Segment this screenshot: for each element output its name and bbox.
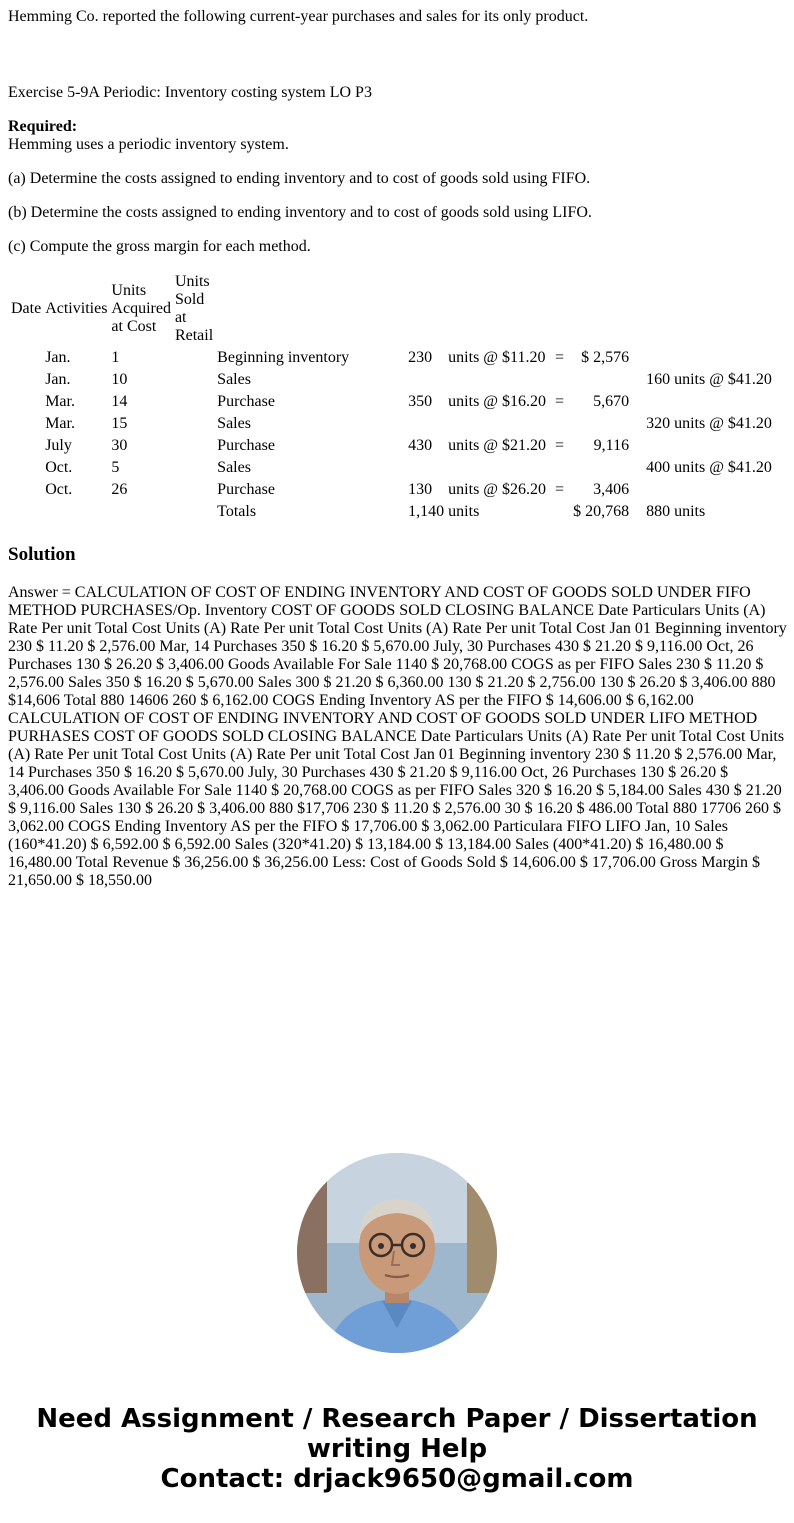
table-row <box>10 370 773 390</box>
cell-total: $ 2,576 <box>581 349 630 366</box>
cell-acq-price <box>482 458 547 478</box>
cell-activity: Sales <box>217 459 251 476</box>
cell-sold-units: 400 <box>646 459 671 476</box>
cell-day <box>110 502 172 522</box>
cell-sold-units: 160 <box>646 371 671 388</box>
document <box>8 0 788 890</box>
inventory-table <box>8 270 775 524</box>
header-units-acquired-text: Units Acquired at Cost <box>111 282 171 335</box>
header-units-sold-text: Units Sold at Retail <box>174 273 214 344</box>
cell-acq-units: 430 <box>408 437 433 454</box>
header-spacer <box>447 272 480 346</box>
header-spacer <box>708 272 773 346</box>
cell-sold-price <box>708 348 773 368</box>
cell-sold-unit-word <box>673 480 706 500</box>
cell-sold-units: 880 <box>646 503 671 520</box>
cell-sold-price <box>708 502 773 522</box>
solution-heading: Solution <box>8 544 76 565</box>
cell-eq: = <box>555 393 565 410</box>
cell-sold-units: 320 <box>646 415 671 432</box>
header-units-sold <box>174 272 214 346</box>
cell-activity: Sales <box>217 415 251 432</box>
cell-total: 3,406 <box>593 481 630 498</box>
table-header-row <box>10 272 773 346</box>
author-photo-illustration <box>297 1153 497 1353</box>
cell-month: Oct. <box>45 459 73 476</box>
cell-total <box>572 370 630 390</box>
cell-acq-unit-word <box>447 414 480 434</box>
cell-sold-price <box>708 436 773 456</box>
header-spacer <box>216 272 394 346</box>
header-spacer <box>482 272 547 346</box>
cell-sold-price: @ $41.20 <box>709 459 772 476</box>
part-c: (c) Compute the gross margin for each method. <box>8 238 311 255</box>
required-label: Required: <box>8 118 78 135</box>
cell-activity: Sales <box>217 371 251 388</box>
cell-total <box>572 458 630 478</box>
header-units-acquired <box>110 272 172 346</box>
table-row <box>10 414 773 434</box>
cell-month: Oct. <box>45 481 73 498</box>
table-row-totals <box>10 502 773 522</box>
exercise-title: Exercise 5-9A Periodic: Inventory costing system LO P3 <box>8 84 372 101</box>
cell-sold-units <box>632 348 671 368</box>
cell-acq-unit-word: units <box>448 349 480 366</box>
cell-day: 14 <box>111 393 128 410</box>
cell-acq-price <box>482 370 547 390</box>
header-date: Date <box>11 300 42 317</box>
banner-line-1: Need Assignment / Research Paper / Dissertation <box>36 1404 758 1434</box>
header-activities: Activities <box>45 300 108 317</box>
author-photo <box>297 1153 497 1353</box>
intro-text: Hemming Co. reported the following current-year purchases and sales for its only product. <box>8 8 589 25</box>
cell-sold-price <box>708 392 773 412</box>
cell-acq-price: @ $26.20 <box>483 481 547 498</box>
cell-day: 15 <box>111 415 128 432</box>
table-row <box>10 436 773 456</box>
cell-acq-units <box>396 370 445 390</box>
table-row <box>10 348 773 368</box>
cell-sold-unit-word <box>673 348 706 368</box>
header-spacer <box>549 272 570 346</box>
cell-acq-unit-word <box>447 458 480 478</box>
cell-sold-price: @ $41.20 <box>709 415 772 432</box>
cell-activity: Purchase <box>217 393 275 410</box>
cell-sold-unit-word <box>673 392 706 412</box>
cell-activity: Purchase <box>217 481 275 498</box>
cell-eq: = <box>555 349 565 366</box>
table-row <box>10 480 773 500</box>
cell-day: 30 <box>111 437 128 454</box>
cell-month: July <box>45 437 72 454</box>
cell-day: 26 <box>111 481 128 498</box>
cell-acq-units: 350 <box>408 393 433 410</box>
cell-day: 10 <box>111 371 128 388</box>
cell-acq-units: 1,140 <box>408 503 445 520</box>
cell-activity: Totals <box>217 503 257 520</box>
cell-total: $ 20,768 <box>573 503 630 520</box>
help-banner <box>0 1404 794 1494</box>
table-row <box>10 392 773 412</box>
cell-eq <box>549 414 570 434</box>
cell-acq-units <box>396 458 445 478</box>
header-spacer <box>673 272 706 346</box>
cell-month: Jan. <box>45 349 71 366</box>
cell-acq-unit-word <box>447 370 480 390</box>
table-row <box>10 458 773 478</box>
part-b: (b) Determine the costs assigned to ending inventory and to cost of goods sold using LIFO. <box>8 204 592 221</box>
cell-acq-price: @ $11.20 <box>483 349 546 366</box>
cell-acq-units: 130 <box>408 481 433 498</box>
cell-acq-units <box>396 414 445 434</box>
cell-sold-unit-word: units <box>674 371 706 388</box>
cell-sold-price: @ $41.20 <box>709 371 772 388</box>
banner-contact: Contact: drjack9650@gmail.com <box>160 1464 634 1494</box>
cell-total: 5,670 <box>593 393 630 410</box>
answer-text: Answer = CALCULATION OF COST OF ENDING INVENTORY AND COST OF GOODS SOLD UNDER FIFO METHOD PURCHASES/Op. Inventory COST OF GOODS SOLD CLOSING BALANCE Date Particulars Units (A) Rate Per unit Total Cost Units (A) Rate Per unit Total Cost Units (A) Rate Per unit Total Cost Jan 01 Beginning inventory 230 $ 11.20 $ 2,576.00 Mar, 14 Purchases 350 $ 16.20 $ 5,670.00 July, 30 Purchases 430 $ 21.20 $ 9,116.00 Oct, 26 Purchases 130 $ 26.20 $ 3,406.00 Goods Available For Sale 1140 $ 20,768.00 COGS as per FIFO Sales 230 $ 11.20 $ 2,576.00 Sales 350 $ 16.20 $ 5,670.00 Sales 300 $ 21.20 $ 6,360.00 130 $ 21.20 $ 2,756.00 130 $ 26.20 $ 3,406.00 880 $14,606 Total 880 14606 260 $ 6,162.00 COGS Ending Inventory AS per the FIFO $ 14,606.00 $ 6,162.00 CALCULATION OF COST OF ENDING INVENTORY AND COST OF GOODS SOLD UNDER LIFO METHOD PURHASES COST OF GOODS SOLD CLOSING BALANCE Date Particulars Units (A) Rate Per unit Total Cost Units (A) Rate Per unit Total Cost Units (A) Rate Per unit Total Cost Jan 01 Beginning inventory 230 $ 11.20 $ 2,576.00 Mar, 14 Purchases 350 $ 16.20 $ 5,670.00 July, 30 Purchases 430 $ 21.20 $ 9,116.00 Oct, 26 Purchases 130 $ 26.20 $ 3,406.00 Goods Available For Sale 1140 $ 20,768.00 COGS as per FIFO Sales 320 $ 16.20 $ 5,184.00 Sales 430 $ 21.20 $ 9,116.00 Sales 130 $ 26.20 $ 3,406.00 880 $17,706 230 $ 11.20 $ 2,576.00 30 $ 16.20 $ 486.00 Total 880 17706 260 $ 3,062.00 COGS Ending Inventory AS per the FIFO $ 17,706.00 $ 3,062.00 Particulara FIFO LIFO Jan, 10 Sales (160*41.20) $ 6,592.00 $ 6,592.00 Sales (320*41.20) $ 13,184.00 $ 13,184.00 Sales (400*41.20) $ 16,480.00 $ 16,480.00 Total Revenue $ 36,256.00 $ 36,256.00 Less: Cost of Goods Sold $ 14,606.00 $ 17,706.00 Gross Margin $ 21,650.00 $ 18,550.00 <box>8 584 787 889</box>
cell-acq-unit-word: units <box>448 503 480 520</box>
header-spacer <box>632 272 671 346</box>
cell-acq-unit-word: units <box>448 437 480 454</box>
cell-eq: = <box>555 437 565 454</box>
cell-acq-price <box>482 414 547 434</box>
header-spacer <box>572 272 630 346</box>
cell-sold-unit-word: units <box>674 459 706 476</box>
part-a: (a) Determine the costs assigned to ending inventory and to cost of goods sold using FIFO. <box>8 170 591 187</box>
cell-month: Jan. <box>45 371 71 388</box>
cell-sold-units <box>632 480 671 500</box>
cell-acq-price <box>482 502 547 522</box>
cell-sold-unit-word: units <box>674 503 706 520</box>
cell-acq-unit-word: units <box>448 481 480 498</box>
cell-acq-units: 230 <box>408 349 433 366</box>
cell-sold-unit-word <box>673 436 706 456</box>
required-text: Hemming uses a periodic inventory system. <box>8 136 289 153</box>
cell-day: 5 <box>111 459 120 476</box>
cell-month: Mar. <box>45 393 75 410</box>
cell-sold-price <box>708 480 773 500</box>
cell-sold-units <box>632 436 671 456</box>
cell-eq <box>549 502 570 522</box>
cell-acq-price: @ $21.20 <box>483 437 547 454</box>
cell-eq <box>549 370 570 390</box>
cell-total: 9,116 <box>593 437 630 454</box>
header-spacer <box>396 272 445 346</box>
cell-activity: Beginning inventory <box>217 349 350 366</box>
cell-sold-units <box>632 392 671 412</box>
cell-sold-unit-word: units <box>674 415 706 432</box>
cell-eq: = <box>555 481 565 498</box>
cell-day: 1 <box>111 349 120 366</box>
cell-eq <box>549 458 570 478</box>
cell-month: Mar. <box>45 415 75 432</box>
cell-acq-price: @ $16.20 <box>483 393 547 410</box>
cell-month <box>44 502 108 522</box>
cell-acq-unit-word: units <box>448 393 480 410</box>
banner-line-2: writing Help <box>306 1434 488 1464</box>
cell-total <box>572 414 630 434</box>
cell-activity: Purchase <box>217 437 275 454</box>
